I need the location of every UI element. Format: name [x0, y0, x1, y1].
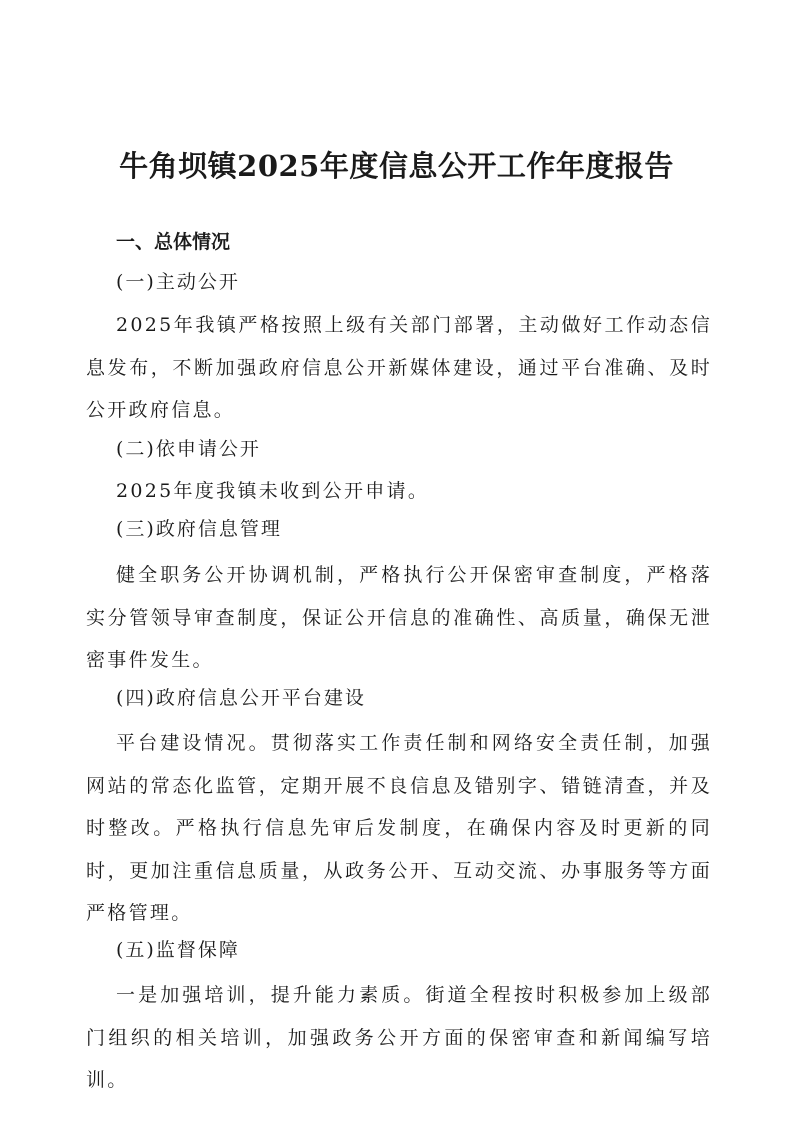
subsection-heading-platform-construction: (四)政府信息公开平台建设	[116, 687, 366, 709]
subsection-heading-application-disclosure: (二)依申请公开	[116, 438, 261, 460]
document-title: 牛角坝镇2025年度信息公开工作年度报告	[119, 149, 674, 183]
subsection-heading-information-management: (三)政府信息管理	[116, 518, 282, 540]
section-heading-overview: 一、总体情况	[116, 231, 231, 253]
paragraph-active-disclosure: 2025年我镇严格按照上级有关部门部署，主动做好工作动态信息发布，不断加强政府信息公开新媒体建设，通过平台准确、及时公开政府信息。	[86, 314, 712, 421]
paragraph-platform-construction: 平台建设情况。贯彻落实工作责任制和网络安全责任制，加强网站的常态化监管，定期开展不良信息及错别字、错链清查，并及时整改。严格执行信息先审后发制度，在确保内容及时更新的同时，更加注重信息质量，从政务公开、互动交流、办事服务等方面严格管理。	[86, 732, 712, 924]
subsection-heading-active-disclosure: (一)主动公开	[116, 271, 240, 293]
paragraph-information-management: 健全职务公开协调机制，严格执行公开保密审查制度，严格落实分管领导审查制度，保证公开信息的准确性、高质量，确保无泄密事件发生。	[86, 564, 712, 671]
subsection-heading-supervision: (五)监督保障	[116, 939, 240, 961]
paragraph-application-disclosure: 2025年度我镇未收到公开申请。	[116, 480, 430, 502]
paragraph-supervision: 一是加强培训，提升能力素质。街道全程按时积极参加上级部门组织的相关培训，加强政务公开方面的保密审查和新闻编写培训。	[86, 984, 712, 1091]
